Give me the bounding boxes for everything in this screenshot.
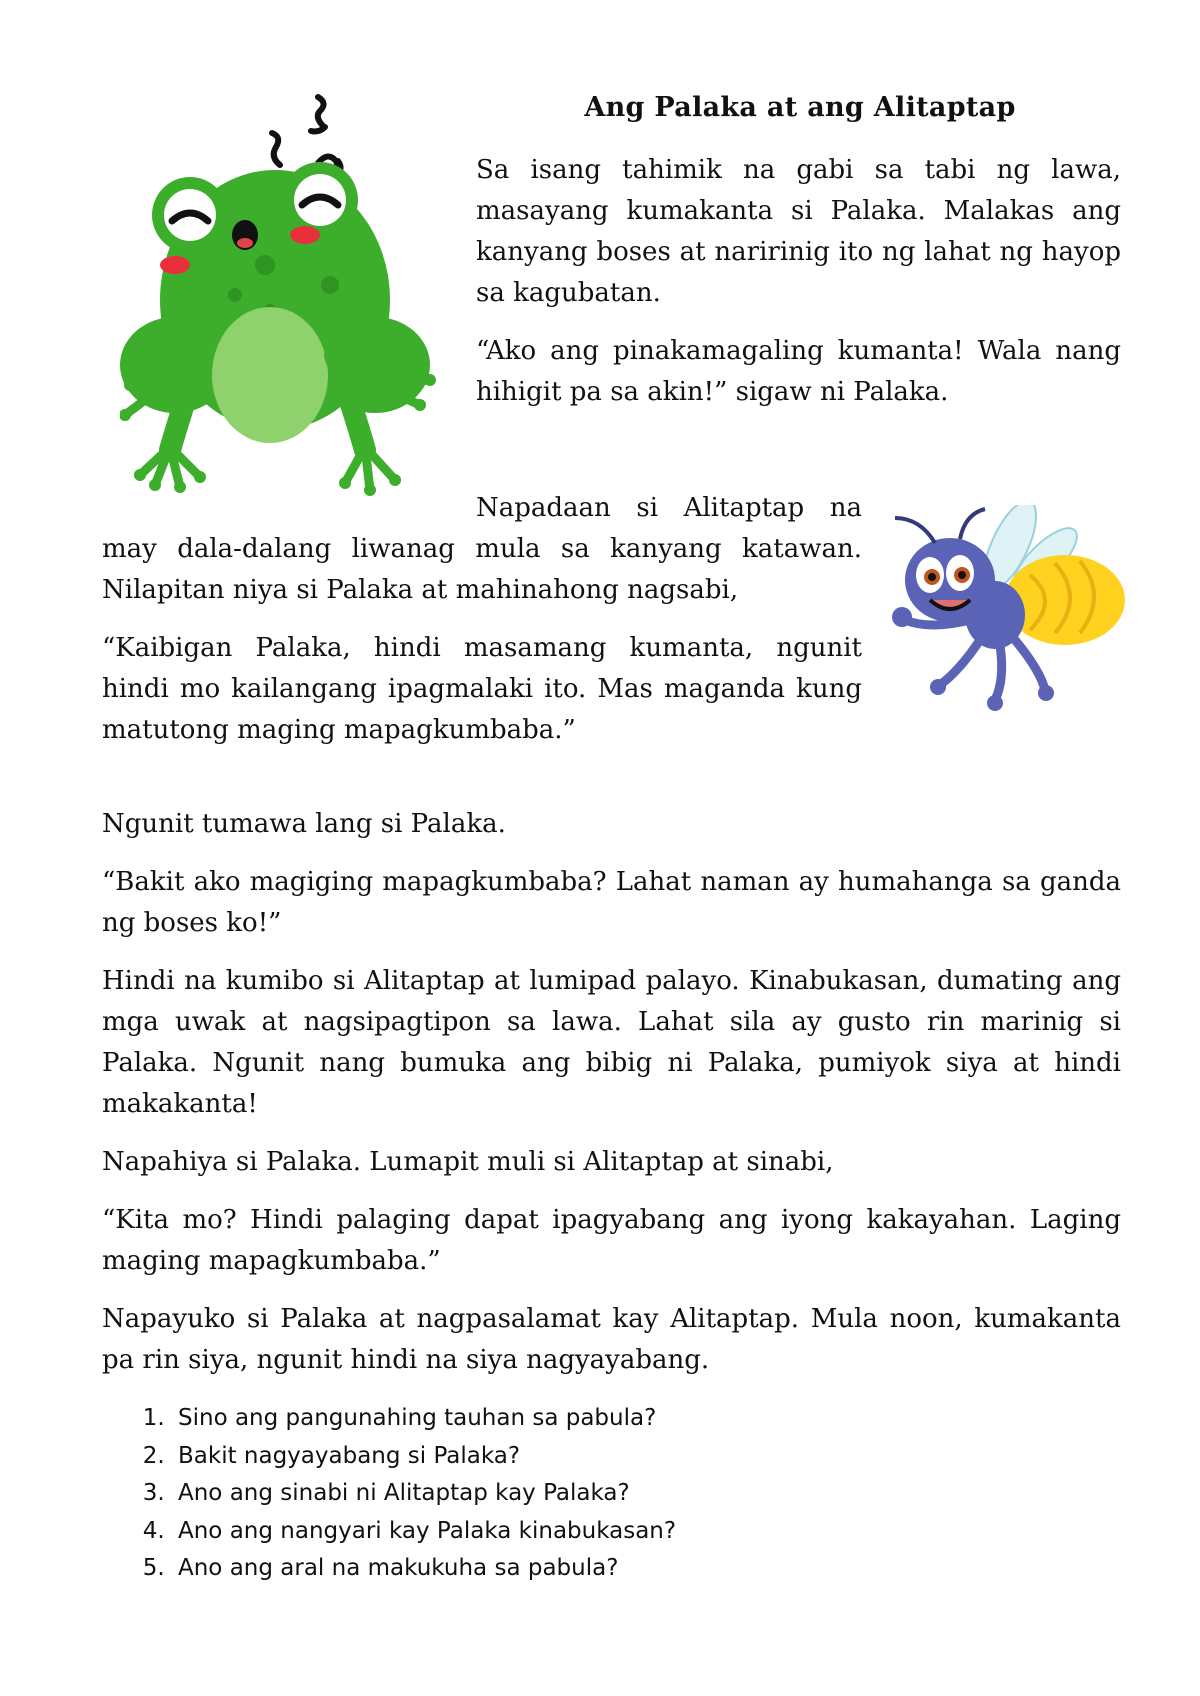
paragraph-3: Napadaan si Alitaptap na may dala-dalang liwanag mula sa kanyang katawan. Nilapitan niya si Palaka at mahinahong nagsabi, [102,493,862,605]
paragraph-6: “Bakit ako magiging mapagkumbaba? Lahat naman ay humahanga sa ganda ng boses ko!” [102,867,1121,938]
question-item: 2. Bakit nagyayabang si Palaka? [172,1438,676,1476]
questions-list [132,1400,676,1588]
story-lower [102,804,1121,1398]
question-item: 3. Ano ang sinabi ni Alitaptap kay Palaka? [172,1475,676,1513]
story-middle [102,488,862,768]
story-title: Ang Palaka at ang Alitaptap [584,92,1016,123]
paragraph-10: Napayuko si Palaka at nagpasalamat kay Alitaptap. Mula noon, kumakanta pa rin siya, ngunit hindi na siya nagyayabang. [102,1304,1121,1375]
paragraph-8: Napahiya si Palaka. Lumapit muli si Alitaptap at sinabi, [102,1147,834,1177]
paragraph-1: Sa isang tahimik na gabi sa tabi ng lawa, masayang kumakanta si Palaka. Malakas ang kanyang boses at naririnig ito ng lahat ng hayop sa kagubatan. [476,155,1121,308]
paragraph-4: “Kaibigan Palaka, hindi masamang kumanta, ngunit hindi mo kailangang ipagmalaki ito. Mas maganda kung matutong maging mapagkumbaba.” [102,633,862,745]
singing-frog-illustration [120,85,460,505]
paragraph-5: Ngunit tumawa lang si Palaka. [102,809,506,839]
paragraph-7: Hindi na kumibo si Alitaptap at lumipad palayo. Kinabukasan, dumating ang mga uwak at nagsipagtipon sa lawa. Lahat sila ay gusto rin marinig si Palaka. Ngunit nang bumuka ang bibig ni Palaka, pumiyok siya at hindi makakanta! [102,966,1121,1119]
firefly-illustration [880,505,1130,735]
paragraph-2: “Ako ang pinakamagaling kumanta! Wala nang hihigit pa sa akin!” sigaw ni Palaka. [476,336,1121,407]
question-item: 1. Sino ang pangunahing tauhan sa pabula? [172,1400,676,1438]
story-intro [476,150,1121,430]
question-item: 5. Ano ang aral na makukuha sa pabula? [172,1550,676,1588]
question-item: 4. Ano ang nangyari kay Palaka kinabukasan? [172,1513,676,1551]
paragraph-9: “Kita mo? Hindi palaging dapat ipagyabang ang iyong kakayahan. Laging maging mapagkumbaba.” [102,1205,1121,1276]
